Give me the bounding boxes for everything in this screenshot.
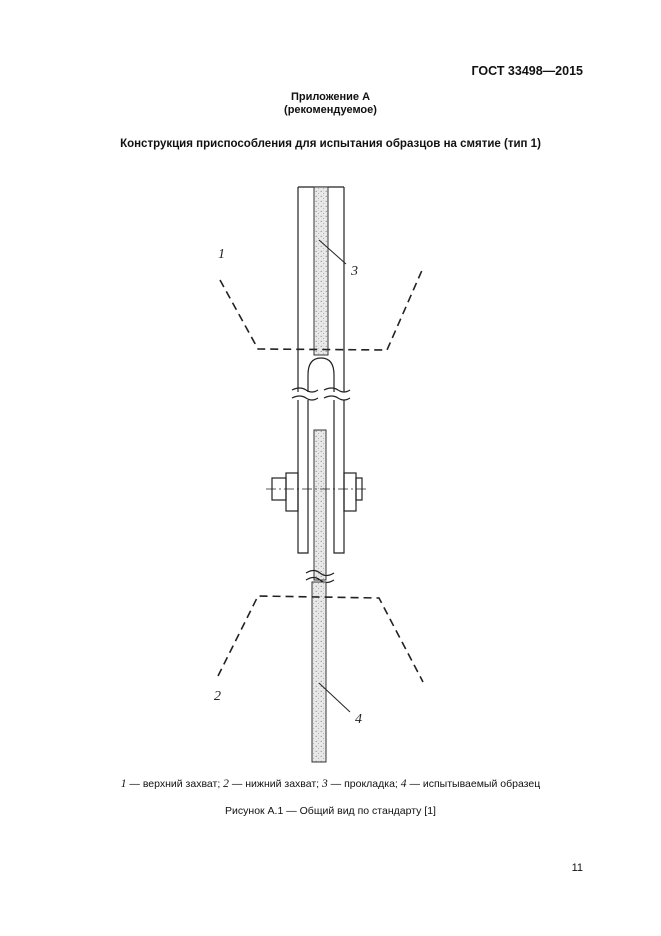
page-title: Конструкция приспособления для испытания образцов на смятие (тип 1) (120, 138, 541, 150)
break-mark-lower-left (292, 396, 318, 400)
legend-num-1: 1 (120, 778, 127, 790)
figure-legend (0, 778, 661, 790)
appendix-status: (рекомендуемое) (284, 104, 377, 116)
bolt-washer-left (286, 473, 298, 511)
legend-num-4: 4 (400, 778, 407, 790)
break-mark-upper-right (324, 388, 350, 392)
break-mark-lower-right (324, 396, 350, 400)
specimen-4 (312, 582, 326, 762)
page-number: 11 (571, 862, 583, 874)
appendix-label: Приложение А (290, 91, 371, 103)
legend-num-2: 2 (223, 778, 229, 790)
spacer-3 (314, 187, 328, 355)
break-mark-upper-left (292, 388, 318, 392)
callout-1: 1 (218, 247, 225, 262)
legend-text-1: — верхний захват; (126, 778, 224, 790)
specimen-upper-portion (314, 430, 326, 580)
bolt-washer-right (344, 473, 356, 511)
callout-2: 2 (214, 689, 221, 704)
legend-num-3: 3 (322, 778, 328, 790)
callout-3: 3 (351, 264, 358, 279)
callout-4: 4 (355, 712, 362, 727)
clevis-right-arm (334, 400, 344, 553)
clevis-left-arm (298, 400, 308, 553)
figure-caption: Рисунок А.1 — Общий вид по стандарту [1] (225, 805, 436, 817)
upper-grip-bend (308, 358, 334, 392)
legend-text-2: — нижний захват; (228, 778, 323, 790)
legend-text-3: — прокладка; (327, 778, 401, 790)
upper-grip-lower-sides (298, 362, 344, 392)
standard-code: ГОСТ 33498—2015 (471, 64, 583, 78)
legend-text-4: — испытываемый образец (406, 778, 541, 790)
